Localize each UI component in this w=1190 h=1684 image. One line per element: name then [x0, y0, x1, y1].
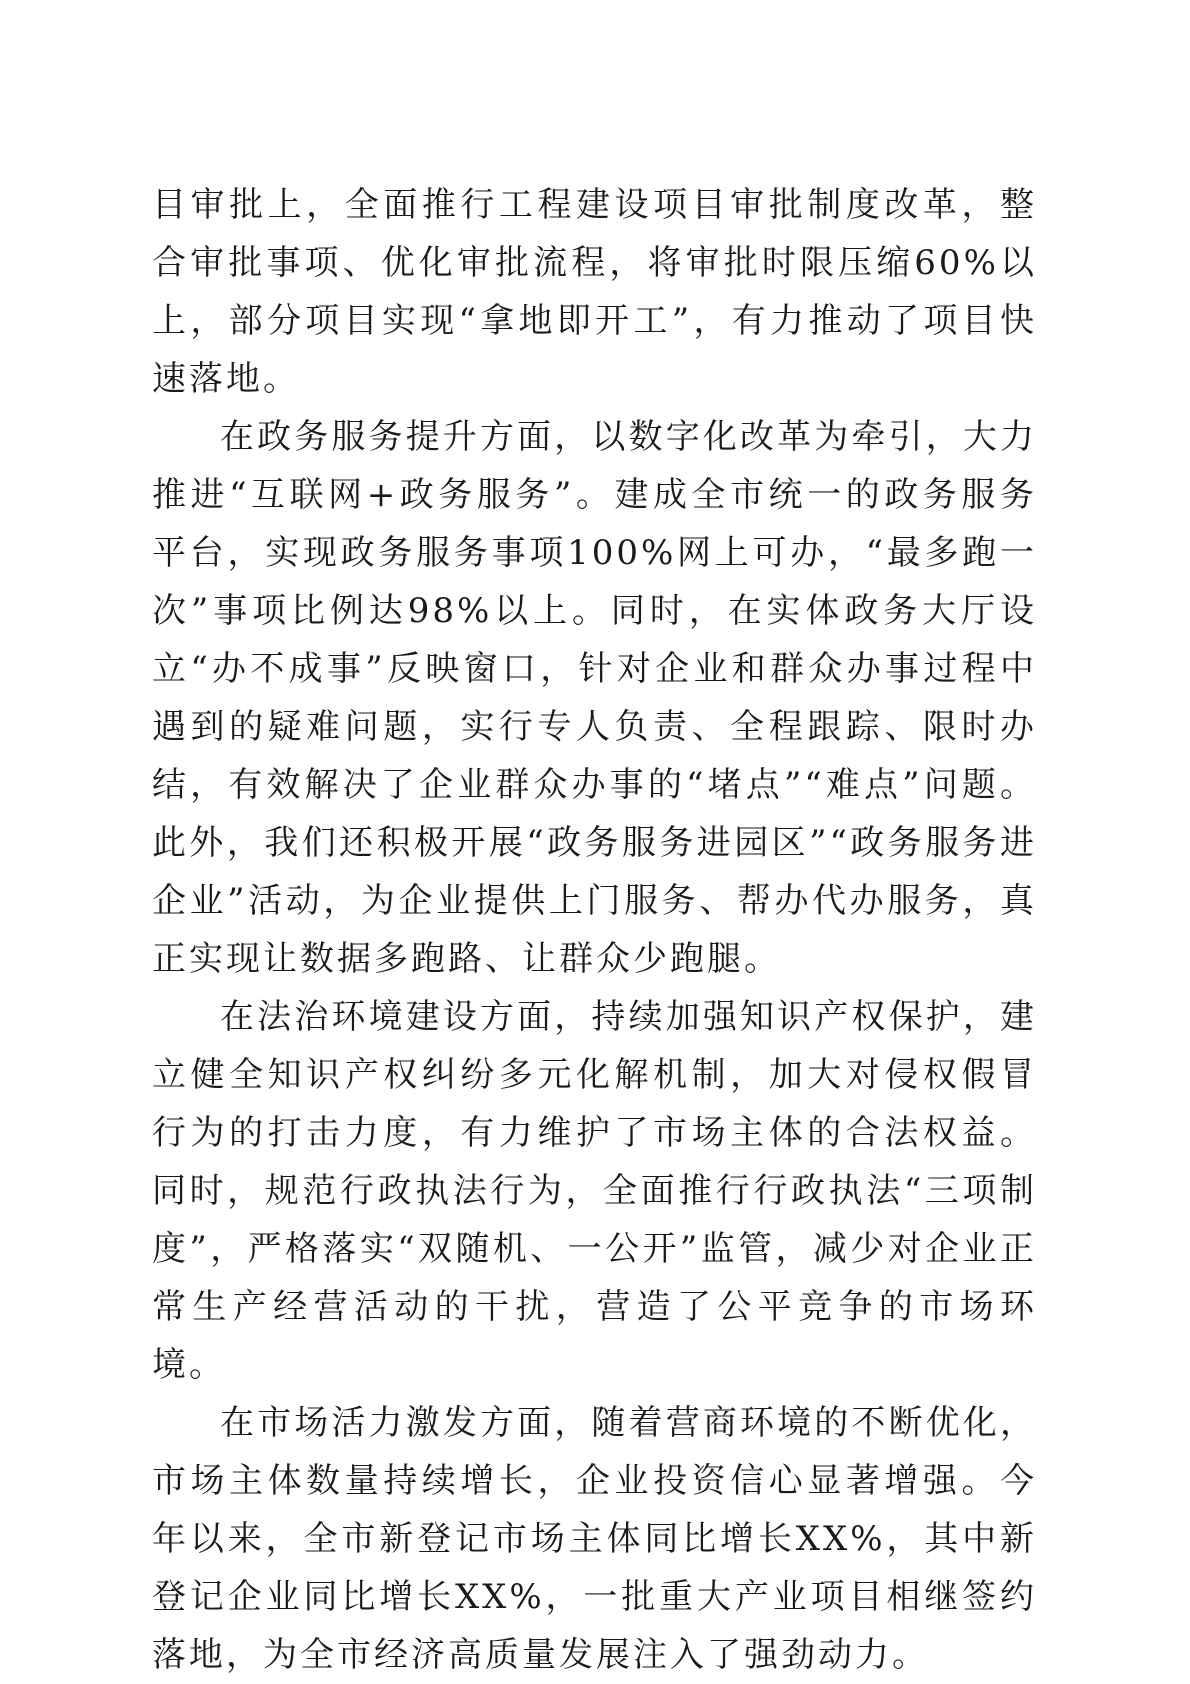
document-body: [152, 176, 1037, 1684]
paragraph-project-approval: 目审批上，全面推行工程建设项目审批制度改革，整合审批事项、优化审批流程，将审批时限压缩60%以上，部分项目实现“拿地即开工”，有力推动了项目快速落地。: [152, 185, 1037, 399]
paragraph-market-vitality: 在市场活力激发方面，随着营商环境的不断优化，市场主体数量持续增长，企业投资信心显著增强。今年以来，全市新登记市场主体同比增长XX%，其中新登记企业同比增长XX%，一批重大产业项目相继签约落地，为全市经济高质量发展注入了强劲动力。: [152, 1403, 1037, 1675]
paragraph-government-services: 在政务服务提升方面，以数字化改革为牵引，大力推进“互联网+政务服务”。建成全市统一的政务服务平台，实现政务服务事项100%网上可办，“最多跑一次”事项比例达98%以上。同时，在实体政务大厅设立“办不成事”反映窗口，针对企业和群众办事过程中遇到的疑难问题，实行专人负责、全程跟踪、限时办结，有效解决了企业群众办事的“堵点”“难点”问题。此外，我们还积极开展“政务服务进园区”“政务服务进企业”活动，为企业提供上门服务、帮办代办服务，真正实现让数据多跑路、让群众少跑腿。: [152, 417, 1037, 979]
paragraph-rule-of-law: 在法治环境建设方面，持续加强知识产权保护，建立健全知识产权纠纷多元化解机制，加大对侵权假冒行为的打击力度，有力维护了市场主体的合法权益。同时，规范行政执法行为，全面推行行政执法“三项制度”，严格落实“双随机、一公开”监管，减少对企业正常生产经营活动的干扰，营造了公平竞争的市场环境。: [152, 997, 1037, 1385]
